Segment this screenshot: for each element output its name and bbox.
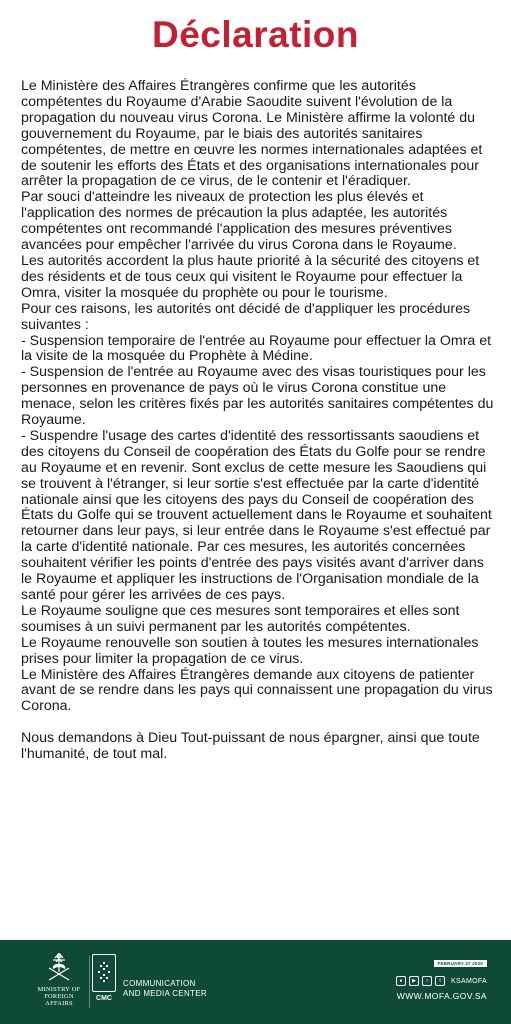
snapchat-icon[interactable]: ● <box>396 976 406 986</box>
paragraph: Le Royaume renouvelle son soutien à toutes les mesures internationales prises pour limiter la propagation de ce virus. <box>21 634 479 667</box>
paragraph: Le Ministère des Affaires Étrangères demande aux citoyens de patienter avant de se rendre dans les pays qui connaissent une propagation du virus Corona. <box>21 666 493 715</box>
social-handle: KSAMOFA <box>451 977 487 985</box>
date-badge: FEBRUARY 27 2020 <box>434 960 487 967</box>
closing-line: Nous demandons à Dieu Tout-puissant de nous épargner, ainsi que toute <box>21 730 480 747</box>
ministry-logo <box>30 950 88 1007</box>
page-title: Déclaration <box>151 14 359 55</box>
footer-bar <box>0 940 511 1024</box>
emblem-icon <box>42 950 76 984</box>
spacer <box>21 715 497 731</box>
paragraph: Le Royaume souligne que ces mesures sont temporaires et elles sont soumises à un suivi permanent par les autorités compétentes. <box>21 602 460 635</box>
social-row <box>347 976 487 986</box>
cmc-abbr: CMC <box>96 995 112 1002</box>
paragraph: - Suspendre l'usage des cartes d'identité des ressortissants saoudiens et des citoyens du Conseil de coopération des États du Golfe pour se rendre au Royaume et en revenir. Sont exclus de cette mesure les Saoudiens qui se trouvent à l'étranger, si leur sortie s'est effectuée par la carte d'identité nationale ainsi que les citoyens des pays du Conseil de coopération des États du Golfe qui se trouvent actuellement dans le Royaume et souhaitent retourner dans leur pays, si leur entrée dans le Royaume s'est effectué par la carte d'identité nationale. Par ces mesures, les autorités concernées souhaitent vérifier les points d'entrée des pays visités avant d'arriver dans le Royaume et appliquer les instructions de l'Organisation mondiale de la santé pour gérer les arrivées de ces pays. <box>21 427 492 603</box>
instagram-icon[interactable]: ○ <box>422 976 432 986</box>
youtube-icon[interactable]: ▶ <box>409 976 419 986</box>
closing-line: l'humanité, de tout mal. <box>21 746 168 763</box>
paragraph: Par souci d'atteindre les niveaux de protection les plus élevés et l'application des normes de précaution la plus adaptée, les autorités <box>21 189 448 222</box>
cmc-logo <box>92 954 116 1008</box>
paragraph: compétentes ont recommandé l'application des mesures préventives avancées pour empêcher l'arrivée du virus Corona dans le Royaume. <box>21 221 457 254</box>
paragraph: - Suspension temporaire de l'entrée au Royaume pour effectuer la Omra et la visite de la mosquée du Prophète à Médine. <box>21 332 492 365</box>
cmc-logo-icon <box>92 954 116 992</box>
ministry-label-2: FOREIGN AFFAIRS <box>44 993 74 1007</box>
paragraph: Pour ces raisons, les autorités ont décidé de d'appliquer les procédures suivantes : <box>21 300 471 333</box>
paragraph: Les autorités accordent la plus haute priorité à la sécurité des citoyens et des résidents et de tous ceux qui visitent le Royaume pour effectuer la Omra, visiter la mosquée du prophète ou pour le tourisme. <box>21 252 480 301</box>
cmc-name-line2: AND MEDIA CENTER <box>123 988 207 998</box>
cmc-name-line1: COMMUNICATION <box>123 979 196 988</box>
footer-info <box>347 952 487 1001</box>
cmc-name <box>123 979 207 998</box>
paragraph: Le Ministère des Affaires Étrangères confirme que les autorités compétentes du Royaume d'Arabie Saoudite suivent l'évolution de la propagation du nouveau virus Corona. Le Ministère affirme la volonté du gouvernement du Royaume, par le biais des autorités sanitaires compétentes, de mettre en œuvre les normes internationales adaptées et de soutenir les efforts des États et des organisations internationales pour arrêter la propagation de ce virus, de le contenir et l'éradiquer. <box>21 78 483 190</box>
ministry-label-1: MINISTRY OF <box>37 986 81 993</box>
website-link[interactable]: WWW.MOFA.GOV.SA <box>396 991 487 1001</box>
divider <box>89 956 90 1008</box>
declaration-body <box>21 79 497 763</box>
twitter-icon[interactable]: t <box>435 976 445 986</box>
paragraph: - Suspension de l'entrée au Royaume avec des visas touristiques pour les personnes en provenance de pays où le virus Corona constitue une menace, selon les critères fixés par les autorités sanitaires compétentes du Royaume. <box>21 364 494 429</box>
